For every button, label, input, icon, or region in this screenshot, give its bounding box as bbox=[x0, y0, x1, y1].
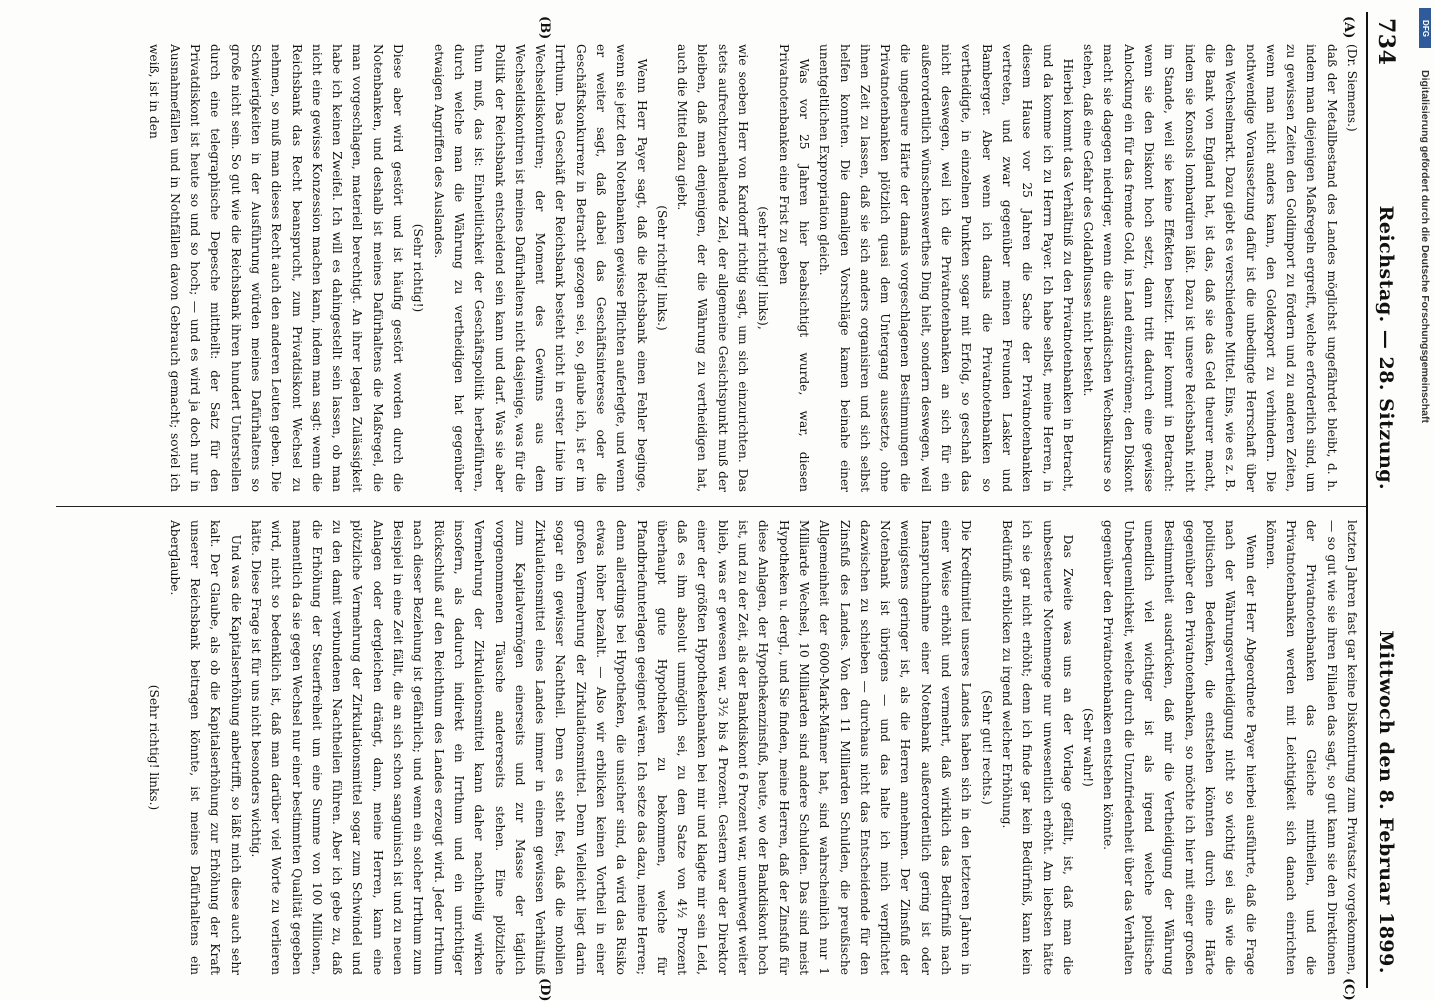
right-column bbox=[52, 520, 1362, 975]
paragraph: Das Zweite was uns an der Vorlage gefällt, ist, daß man die unbesteuerte Notenmenge nur unwesentlich erhöht. Am liebsten hätte ich sie gar nicht erhöht; denn ich finde gar kein Bedürfniß, kann kein Bedürfniß erblicken zu irgend welcher Erhöhung. bbox=[999, 520, 1075, 975]
dfg-logo-text: DFG bbox=[1420, 19, 1430, 37]
paragraph: letzten Jahren fast gar keine Diskontirung zum Privatsatz vorgekommen, — so gut wie sie ihren Filialen das sagt, so gut kann sie den Direktionen der Privatnotenbanken das Gleiche mittheilen, und die Privatnotenbanken werden mit Leichtigkeit sich danach einrichten können. bbox=[1263, 520, 1359, 975]
margin-mark-d: (D) bbox=[537, 978, 552, 1002]
paragraph: Was vor 25 Jahren hier beabsichtigt wurde, war, diesen Privatnotenbanken eine Frist zu geben bbox=[776, 44, 811, 492]
interjection: (Sehr richtig! links.) bbox=[654, 205, 669, 331]
margin-mark-a: (A) bbox=[1341, 16, 1356, 39]
column-divider bbox=[56, 506, 1366, 507]
header-rule bbox=[1366, 12, 1368, 988]
interjection: (Sehr richtig!) bbox=[411, 223, 426, 313]
paragraph: Diese aber wird gestört und ist häufig gestört worden durch die Notenbanken, und deshalb ist meines Dafürhaltens die Maßregel, die man vorgeschlagen, materiell berechtigt. An ihrer legalen Zulässigkeit habe ich keinen Zweifel. Ich will es dahingestellt sein lassen, ob man nicht eine gewisse Konzession machen kann, indem man sagt: wenn die Reichsbank das Recht beansprucht, zum Privatdiskont Wechsel zu nehmen, so muß man dieses Recht auch den anderen Leuten geben. Die Schwierigkeiten in der Ausführung würden meines Dafürhaltens so große nicht sein. So gut wie die Reichsbank ihren hundert Unterstellen durch eine telegraphische Depesche mittheilt: der Satz für den Privatdiskont ist heute so und so hoch; — und es wird ja doch nur in Ausnahmefällen und in Nothfällen davon Gebrauch gemacht; soviel ich weiß, ist in den bbox=[147, 44, 406, 492]
page-header bbox=[1368, 18, 1404, 974]
paragraph: Hierbei kommt das Verhältniß zu den Privatnotenbanken in Betracht, und da komme ich zu Herrn Payer. Ich habe selbst, meine Herren, in diesem Hause vor 25 Jahren die Sache der Privatnotenbanken vertreten, und zwar gegenüber meinen Freunden Lasker und Bamberger. Aber wenn ich damals die Privatnotenbanken so vertheidigte, in einzelnen Punkten sogar mit Erfolg, so geschah das nicht deswegen, weil ich die Privatnotenbanken an sich für ein außerordentlich wünschenswerthes Ding hielt, sondern deswegen, weil die ungeheure Härte der damals vorgeschlagenen Bestimmungen die Privatnotenbanken plötzlich quasi dem Untergang aussetzte, ohne ihnen Zeit zu lassen, daß sie sich anders organisiren und sich selbst helfen konnten. Die damaligen Vorschläge kamen beinahe einer unentgeltlichen Expropriation gleich. bbox=[817, 44, 1075, 492]
paragraph: Wenn der Herr Abgeordnete Payer hierbei ausführte, daß die Frage nach der Währungsvertheidigung nicht so wichtig sei als wie die politischen Bedenken, die entstehen könnten durch eine Härte gegenüber den Privatnotenbanken, so möchte ich hier mit einer großen Bestimmtheit ausdrücken, daß mir die Vertheidigung der Währung unendlich viel wichtiger ist als irgend welche politische Unbequemlichkeit, welche durch die Unzufriedenheit über das Verhalten gegenüber den Privatnotenbanken entstehen könnte. bbox=[1101, 520, 1258, 975]
paragraph: Die Kreditmittel unseres Landes haben sich in den letzteren Jahren in einer Weise erhöht und vermehrt, daß wirklich das Bedürfniß nach Inanspruchnahme einer Notenbank außerordentlich gering ist oder wenigstens geringer ist, als die Herren annehmen. Der Zinsfuß der Notenbank ist übrigens — und das halte ich mich verpflichtet dazwischen zu schieben — durchaus nicht das Entscheidende für den Zinsfuß des Landes. Von den 11 Milliarden Schulden, die preußische Allgemeinheit der 6000-Mark-Männer hat, sind wahrscheinlich nur 1 Milliarde Wechsel, 10 Milliarden sind andere Schulden. Das sind meist Hypotheken u. dergl., und Sie finden, meine Herren, daß der Zinsfuß für diese Anlagen, der Hypothekenzinsfuß, heute, wo der Bankdiskont hoch ist, und zu der Zeit, als der Bankdiskont 6 Prozent war, unentwegt weiter blieb, was er gewesen war, 3½ bis 4 Prozent. Gestern war der Direktor einer der größten Hypothekenbanken bei mir und klagte mir sein Leid, daß es ihm absolut unmöglich sei, zu dem Satze von 4½ Prozent überhaupt gute Hypotheken zu bekommen, welche für Pfandbriefunterlagen geeignet wären. Ich setze das dazu, meine Herren; denn allerdings bei Hypotheken, die unsicher sind, da wird das Risiko etwas höher bezahlt. — Also wir erblicken keinen Vortheil in einer großen Vermehrung der Zirkulationsmittel. Denn Vielleicht liegt darin sogar ein gewisser Nachtheil. Denn es steht fest, daß die mobilen Zirkulationsmittel eines Landes immer in einem gewissen Verhältniß zum Kapitalvermögen einerseits und zur Masse der täglich vorgenommenen Täusche andererseits stehen. Eine plötzliche Vermehrung der Zirkulationsmittel kann daher nachtheilig wirken insofern, als dadurch indirekt ein Irrthum und ein unrichtiger Rückschluß auf den Reichthum des Landes erzeugt wird. Jeder Irrthum nach dieser Beziehung ist gefährlich; und wenn ein solcher Irrthum zum Beispiel in eine Zeit fällt, die an sich schon sanguinisch ist und zu neuen Anlagen oder dergleichen drängt, dann, meine Herren, kann eine plötzliche Vermehrung der Zirkulationsmittel sogar zum Schwindel und zu den damit verbundenen Nachtheilen führen. Aber ich gebe zu, daß die Erhöhung der Steuerfreiheit um eine Summe von 100 Millionen, namentlich da sie gegen Wechsel nur einer bestimmten Qualität gegeben wird, nicht so bedenklich ist, daß man darüber viel Worte zu verlieren hätte. Diese Frage ist für uns nicht besonders wichtig. bbox=[248, 520, 974, 975]
speaker-name: (Dr. Siemens.) bbox=[1345, 44, 1359, 132]
paragraph: Und was die Kapitalserhöhung anbetrifft, so läßt mich diese auch sehr kalt. Der Glaube, als ob die Kapitalserhöhung zur Erhöhung der Kraft unserer Reichsbank beitragen könnte, ist meines Dafürhaltens ein Aberglaube. bbox=[167, 520, 243, 975]
digitization-credit-text: Digitalisierung gefördert durch die Deutsche Forschungsgemeinschaft bbox=[1419, 70, 1431, 423]
session-title: Reichstag. — 28. Sitzung. bbox=[1375, 205, 1397, 491]
paragraph: daß der Metallbestand des Landes möglichst ungefährdet bleibt, d. h. indem man diejenigen Maßregeln ergreift, welche erforderlich sind, um zu gewissen Zeiten den Goldimport zu fördern und zu anderen Zeiten, wenn man nicht anders kann, den Goldexport zu verhindern. Die nothwendige Voraussetzung dafür ist die unbedingte Herrschaft über den Wechselmarkt. Dazu giebt es verschiedene Mittel. Eins, wie es z. B. die Bank von England hat, ist das, daß sie das Geld theurer macht, indem sie Konsols lombardiren läßt. Dazu ist unsere Reichsbank nicht im Stande, weil sie keine Effekten besitzt. Hier kommt in Betracht: wenn sie den Diskont hoch setzt, dann tritt dadurch eine gewisse Anlockung ein für das fremde Gold, ins Land einzuströmen; den Diskont macht sie dagegen niedriger, wenn die ausländischen Wechselkurse so stehen, daß eine Gefahr des Goldabflusses nicht besteht. bbox=[1081, 44, 1339, 492]
margin-mark-c: (C) bbox=[1341, 978, 1356, 1001]
interjection: (Sehr richtig! links.) bbox=[147, 684, 162, 811]
interjection: (sehr richtig! links), bbox=[756, 206, 771, 330]
left-column bbox=[52, 44, 1362, 492]
paragraph: Wenn Herr Payer sagt, daß die Reichsbank einen Fehler beginge, wenn sie jetzt den Notenbanken gewisse Pflichten auferlegte, und wenn er weiter sagt, daß dabei das Geschäftsinteresse oder die Geschäftskonkurrenz in Betracht gezogen sei, so, glaube ich, ist er im Irrthum. Das Geschäft der Reichsbank besteht nicht in erster Linie im Wechseldiskontiren; der Moment des Gewinns aus dem Wechseldiskontiren ist meines Dafürhaltens nicht dasjenige, was für die Politik der Reichsbank entscheidend sein kann und darf. Was sie aber thun muß, das ist: Einheitlichkeit der Geschäftspolitik herbeiführen, durch welche man die Währung zu vertheidigen hat gegenüber etwaigen Angriffen des Auslandes. bbox=[431, 44, 649, 492]
digitization-credit bbox=[1417, 10, 1431, 1000]
margin-mark-b: (B) bbox=[537, 16, 552, 40]
interjection: (Sehr wahr!) bbox=[1081, 708, 1096, 787]
interjection: (Sehr gut! rechts.) bbox=[979, 690, 994, 805]
page-number: 734 bbox=[1373, 18, 1399, 66]
session-date: Mittwoch den 8. Februar 1899. bbox=[1375, 630, 1397, 974]
paragraph: wie soeben Herr von Kardorff richtig sagt, um sich einzurichten. Das stets aufrechtzuerhaltende Ziel, der allgemeine Gesichtspunkt muß der bleiben, daß man denjenigen, der die Währung zu vertheidigen hat, auch die Mittel dazu giebt. bbox=[675, 44, 751, 492]
